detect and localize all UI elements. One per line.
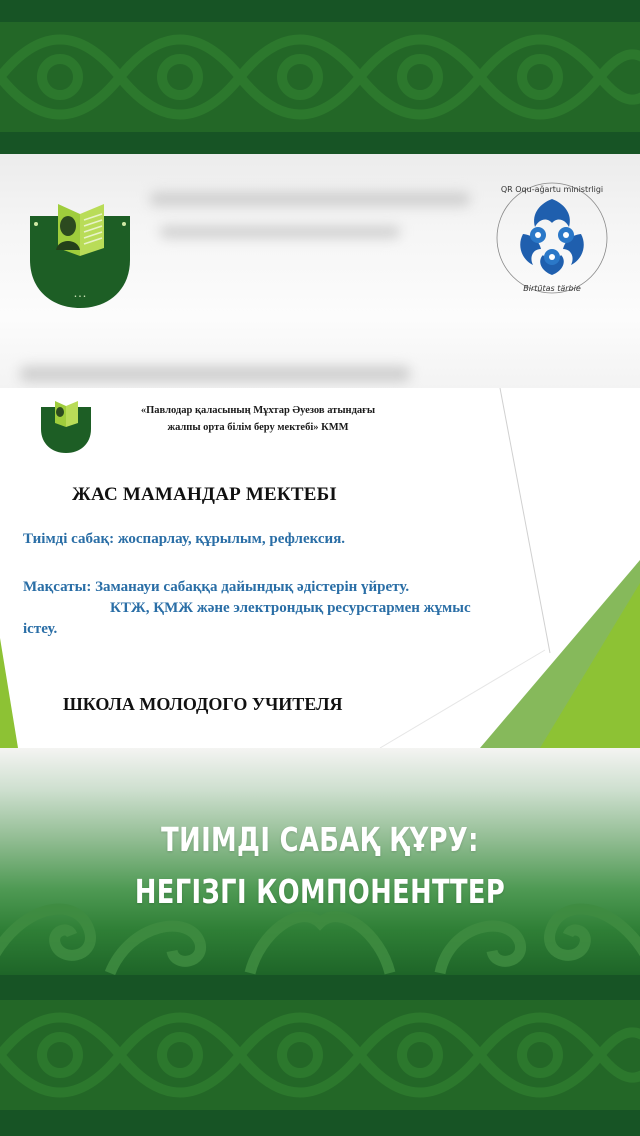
presentation-slide: [0, 388, 640, 748]
headline-line-2: НЕГІЗГІ КОМПОНЕНТТЕР: [134, 872, 506, 911]
school-name: [108, 402, 408, 436]
headline-area: [0, 748, 640, 975]
slide-title-ru: ШКОЛА МОЛОДОГО УЧИТЕЛЯ: [63, 694, 343, 714]
top-ornament-band: [0, 0, 640, 154]
ministry-ornament-icon: [493, 179, 611, 297]
ornament-pattern-icon: [0, 1000, 640, 1110]
school-name-line-1: «Павлодар қаласының Мұхтар Әуезов атындағы: [140, 405, 376, 416]
blurred-text-line: [20, 366, 410, 382]
svg-text:Birtūtas tärbie: Birtūtas tärbie: [523, 284, 581, 293]
headline-title: [70, 814, 569, 918]
bottom-ornament-band: [0, 975, 640, 1136]
svg-text:QR Oqu-ağartu ministrligi: QR Oqu-ağartu ministrligi: [500, 185, 604, 194]
blurred-text-line: [150, 192, 470, 206]
school-emblem-small-icon: [40, 391, 92, 457]
topic-text: Тиімді сабақ: жоспарлау, құрылым, рефлексия.: [23, 531, 346, 547]
school-name-line-2: жалпы орта білім беру мектебі» КММ: [167, 422, 349, 433]
school-emblem-icon: [28, 190, 132, 310]
ornament-pattern-icon: [0, 22, 640, 132]
blurred-slide: [0, 154, 640, 388]
goal-text-line-3: істеу.: [23, 621, 58, 637]
headline-line-1: ТИІМДІ САБАҚ ҚҰРУ:: [161, 820, 479, 859]
svg-text:• • •: • • •: [73, 294, 87, 300]
goal-text-line-2: КТЖ, ҚМЖ және электрондық ресурстармен жұмыс: [110, 600, 471, 616]
goal-text-line-1: Мақсаты: Заманауи сабаққа дайындық әдістерін үйрету.: [23, 579, 410, 595]
blurred-text-line: [160, 226, 400, 238]
slide-title-kz: ЖАС МАМАНДАР МЕКТЕБІ: [72, 484, 337, 505]
